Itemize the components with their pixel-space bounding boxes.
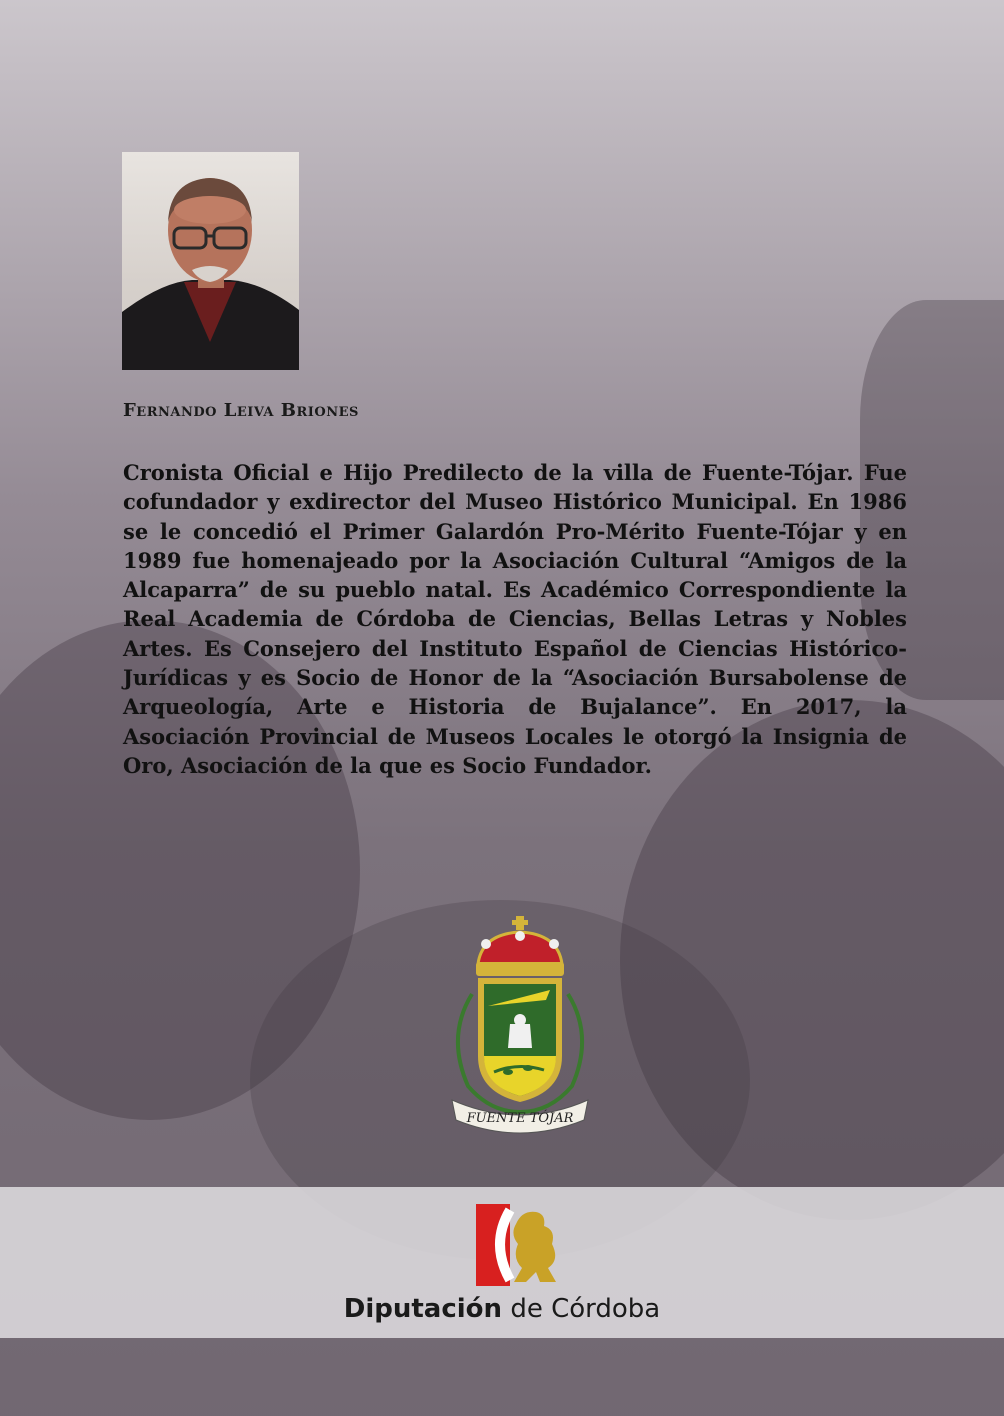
- crest-banner-text: FUENTE TÓJAR: [466, 1111, 574, 1126]
- fuente-tojar-coat-of-arms: [438, 916, 602, 1136]
- publisher-name-rest: de Córdoba: [502, 1294, 661, 1324]
- author-bio: Cronista Oficial e Hijo Predilecto de la villa de Fuente-Tójar. Fue cofundador y exdirector del Museo Histórico Municipal. En 1986 se le concedió el Primer Galardón Pro-Mérito Fuente-Tójar y en 1989 fue homenajeado por la Asociación Cultural “Amigos de la Alcaparra” de su pueblo natal. Es Académico Correspondiente la Real Academia de Córdoba de Ciencias, Bellas Letras y Nobles Artes. Es Consejero del Instituto Español de Ciencias Histórico-Jurídicas y es Socio de Honor de la “Asociación Bursabolense de Arqueología, Arte e Historia de Bujalance”. En 2017, la Asociación Provincial de Museos Locales le otorgó la Insignia de Oro, Asociación de la que es Socio Fundador.: [123, 460, 907, 778]
- author-name: Fernando Leiva Briones: [123, 400, 359, 421]
- publisher-name: [0, 1294, 1004, 1324]
- diputacion-cordoba-logo-icon: [476, 1204, 560, 1286]
- author-portrait: [122, 152, 299, 370]
- publisher-name-bold: Diputación: [343, 1294, 503, 1324]
